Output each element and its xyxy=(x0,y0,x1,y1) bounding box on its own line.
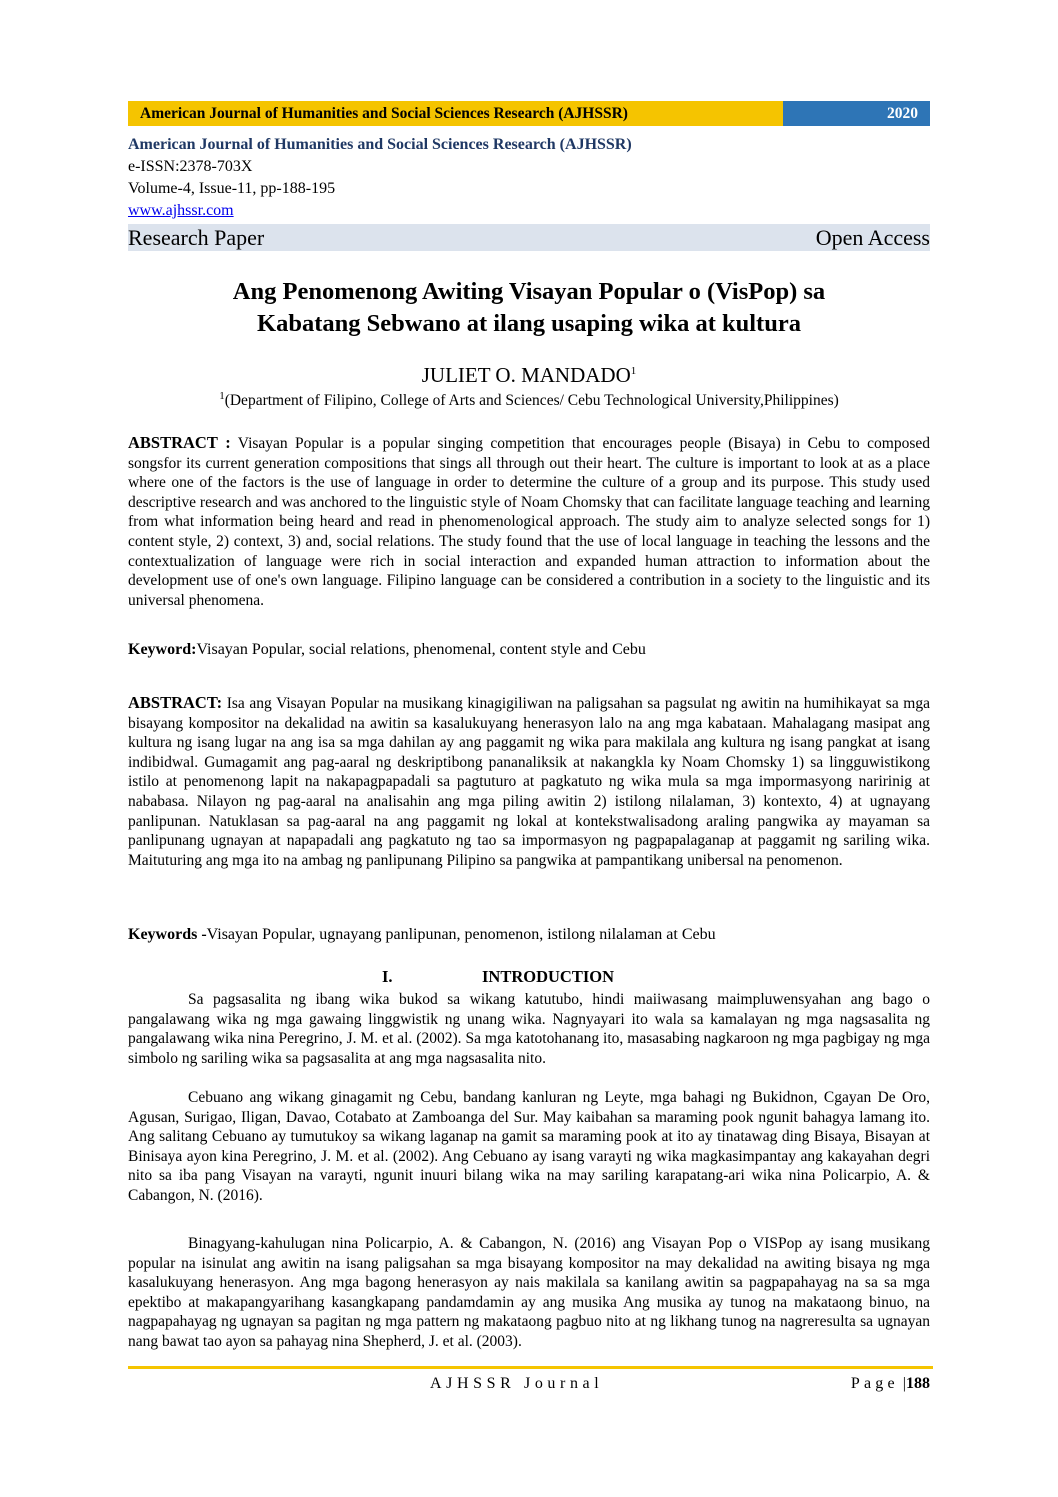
issn: e-ISSN:2378-703X xyxy=(128,158,253,175)
abstract-filipino-label: ABSTRACT: xyxy=(128,693,223,712)
author xyxy=(128,358,930,388)
affiliation xyxy=(128,386,930,411)
paper-title-line-1: Ang Penomenong Awiting Visayan Popular o (VisPop) sa xyxy=(232,278,826,305)
author-name: JULIET O. MANDADO xyxy=(421,363,631,387)
paper-title xyxy=(128,276,930,340)
affiliation-sup: 1 xyxy=(219,390,225,402)
paper-type-bar xyxy=(128,224,930,251)
intro-paragraph-2: Cebuano ang wikang ginagamit ng Cebu, bandang kanluran ng Leyte, mga bahagi ng Bukidnon, Cgayan De Oro, Agusan, Surigao, Iligan, Davao, Cotabato at Zamboanga del Sur. May kaibahan sa maraming pook ngunit bahagya lamang ito. Ang salitang Cebuano ay tumutukoy sa wikang laganap na gamit sa maraming pook at ito ay tinatawag ding Bisaya, Bisayan at Binisaya ayon kina Peregrino, J. M. et al. (2002). Ang Cebuano ay isang varayti ng wika magkasimpantay ang kakayahan degri nito sa iba pang Visayan na varayti, ngunit inuuri bilang wika na may sariling karapatang-ari wika nina Policarpio, A. & Cabangon, N. (2016). xyxy=(128,1089,930,1204)
paper-title-line-2: Kabatang Sebwano at ilang usaping wika at kultura xyxy=(257,310,801,337)
footer-separator: | xyxy=(902,1375,906,1392)
footer-divider xyxy=(128,1366,933,1369)
affiliation-text: (Department of Filipino, College of Arts and Sciences/ Cebu Technological University,Philippines) xyxy=(224,392,839,410)
keywords-filipino xyxy=(128,925,930,945)
open-access-label: Open Access xyxy=(815,225,930,250)
keywords-english-text: Visayan Popular, social relations, phenomenal, content style and Cebu xyxy=(196,641,646,658)
abstract-english-text: Visayan Popular is a popular singing competition that encourages people (Bisaya) in Cebu to composed songsfor its current generation compositions that sings all through out their heart. The culture is important to look at as a place where one of the factors is the use of language in order to determine the culture of a group and its purpose. This study used descriptive research and was anchored to the linguistic style of Noam Chomsky that can facilitate language teaching and learning from what information being heard and read in phenomenological approach. The study aim to analyze selected songs for 1) content style, 2) context, 3) and, social relations. The study found that the use of local language in teaching the lessons and the contextualization of language were rich in social interaction and expanded human attraction to information about the development use of one's own language. Filipino language can be considered a contribution in a society to the linguistic and its universal phenomena. xyxy=(128,435,930,609)
section-title: INTRODUCTION xyxy=(482,967,615,986)
keywords-english-label: Keyword: xyxy=(128,641,197,658)
journal-header-bar xyxy=(128,101,930,126)
footer-journal: AJHSSR Journal xyxy=(430,1375,604,1392)
intro-paragraph-3: Binagyang-kahulugan nina Policarpio, A. & Cabangon, N. (2016) ang Visayan Pop o VISPop ay isang musikang popular na isinulat ang awitin na isang paligsahan sa mga bisayang kompositor na may dekalidad na awiting bisaya ng mga kasalukuyang henerasyon. Ang mga bagong henerasyon ay nais makilala sa kanilang awitin sa pagpapahayag na sa sa mga epektibo at makapangyarihang kasangkapang pandamdamin ay ang musika Ang musika ay tunog na makataong binuo, na nagpapahayag ng ugnayan sa pagitan ng mga pattern ng makataong pagbuo nito at ng likhang tunog na nagreresulta sa ugnayan nang bawat tao ayon sa pahayag nina Shepherd, J. et al. (2003). xyxy=(128,1235,930,1350)
keywords-english xyxy=(128,640,930,660)
intro-paragraph-1: Sa pagsasalita ng ibang wika bukod sa wikang katutubo, hindi maiiwasang maimpluwensyahan ang bago o pangalawang wika ng mga gawaing linggwistik ng unang wika. Nagnyayari ito wala sa kamalayan ng mga nagsasalita ng pangalawang wika nina Peregrino, J. M. et al. (2002). Sa mga katotohanang ito, masasabing nagkaroon ng mga pagbigay ng mga simbolo ng sariling wika sa pagsasalita at ang mga nagsasalita nito. xyxy=(128,991,930,1067)
footer-page-number: 188 xyxy=(906,1375,930,1392)
website-link[interactable]: www.ajhssr.com xyxy=(128,202,234,219)
section-number: I. xyxy=(382,967,393,986)
abstract-filipino-text: Isa ang Visayan Popular na musikang kinagigiliwan na paligsahan sa pagsulat ng awitin na humihikayat sa mga bisayang kompositor na dekalidad na awitin sa kasalukuyang henerasyon lalo na ang mga kabataan. Mahalagang masipat ang kultura ng isang lugar na ang isa sa mga dahilan ay ang paggamit ng wika para makilala ang kultura ng isang pangkat at isang indibidwal. Gumagamit ang pag-aaral ng deskriptibong pananaliksik at nakangkla ky Noam Chomsky 1) sa lingguwistikong istilo at penomenong lapit na nakapagpapadali sa pagtuturo at pagkatuto ng wika mula sa mga impormasyong naririnig at nababasa. Nilayon ng pag-aaral na analisahin ang mga piling awitin 2) istilong nilalaman, 3) kontexto, 4) at ugnayang panlipunan. Natuklasan sa pag-aaral na ang paggamit ng lokal at kontekstwalisadong araling pangwika ay mayaman sa panlipunang ugnayan at napapadali ang pagkatuto ng tao sa impormasyon ng pagpapalaganap at paggamit ng sariling wika. Maituturing ang mga ito na ambag ng panlipunang Pilipino sa pangwika at pampantikang unibersal na penomenon. xyxy=(128,695,930,869)
keywords-filipino-label: Keywords - xyxy=(128,926,207,943)
author-sup: 1 xyxy=(630,365,637,377)
journal-name: American Journal of Humanities and Social Sciences Research (AJHSSR) xyxy=(128,136,632,153)
footer-page-label: Page xyxy=(850,1375,899,1392)
journal-header-year: 2020 xyxy=(783,101,930,126)
keywords-filipino-text: Visayan Popular, ugnayang panlipunan, penomenon, istilong nilalaman at Cebu xyxy=(206,926,716,943)
abstract-english-label: ABSTRACT : xyxy=(128,433,231,452)
abstract-filipino xyxy=(128,693,930,870)
journal-meta xyxy=(128,134,930,222)
volume-info: Volume-4, Issue-11, pp-188-195 xyxy=(128,180,336,197)
abstract-english xyxy=(128,433,930,610)
paper-type-label: Research Paper xyxy=(128,225,265,250)
footer-page xyxy=(851,1374,930,1394)
journal-header-title: American Journal of Humanities and Social Sciences Research (AJHSSR) xyxy=(128,101,783,126)
